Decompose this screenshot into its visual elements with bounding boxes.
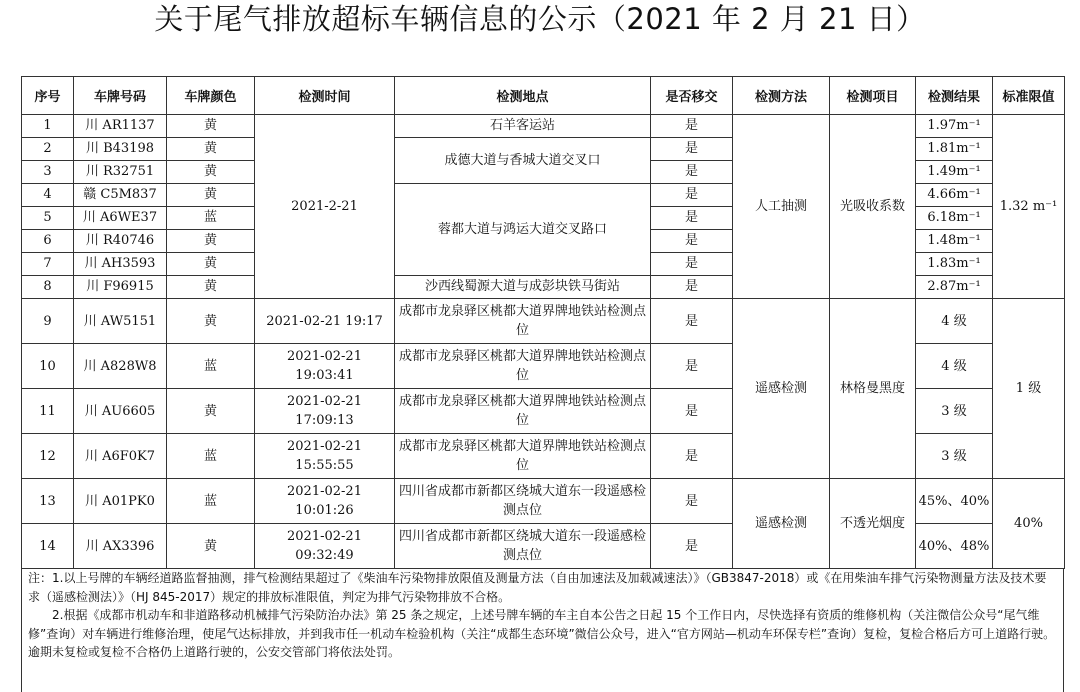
cell-time: 2021-02-21 09:32:49	[255, 524, 395, 569]
cell-result: 3 级	[916, 389, 993, 434]
cell-no: 12	[22, 434, 74, 479]
cell-plate: 川 AX3396	[74, 524, 167, 569]
table-row	[22, 115, 1065, 138]
cell-site: 四川省成都市新都区绕城大道东一段遥感检测点位	[395, 479, 651, 524]
cell-limit-group3: 40%	[993, 479, 1065, 569]
cell-no: 2	[22, 138, 74, 161]
cell-result: 1.48m⁻¹	[916, 230, 993, 253]
cell-method-group3: 遥感检测	[733, 479, 830, 569]
cell-moved: 是	[651, 299, 733, 344]
cell-time: 2021-02-21 19:03:41	[255, 344, 395, 389]
cell-site: 成都市龙泉驿区桃都大道界牌地铁站检测点位	[395, 299, 651, 344]
cell-result: 4.66m⁻¹	[916, 184, 993, 207]
cell-time-group1: 2021-2-21	[255, 115, 395, 299]
cell-site: 四川省成都市新都区绕城大道东一段遥感检测点位	[395, 524, 651, 569]
cell-moved: 是	[651, 138, 733, 161]
cell-time: 2021-02-21 19:17	[255, 299, 395, 344]
cell-result: 6.18m⁻¹	[916, 207, 993, 230]
cell-result: 45%、40%	[916, 479, 993, 524]
cell-color: 黄	[167, 230, 255, 253]
cell-no: 4	[22, 184, 74, 207]
cell-plate: 川 AR1137	[74, 115, 167, 138]
cell-site: 成都市龙泉驿区桃都大道界牌地铁站检测点位	[395, 434, 651, 479]
cell-moved: 是	[651, 276, 733, 299]
cell-color: 黄	[167, 524, 255, 569]
header-method: 检测方法	[733, 77, 830, 115]
cell-plate: 川 AW5151	[74, 299, 167, 344]
note-1: 注：1.以上号牌的车辆经道路监督抽测，排气检测结果超过了《柴油车污染物排放限值及测量方法（自由加速法及加载减速法）》（GB3847-2018）或《在用柴油车排气污染物测量方法及技术要求（遥感检测法）》（HJ 845-2017）规定的排放标准限值，判定为排气污染物排放不合格。	[28, 571, 1047, 604]
header-no: 序号	[22, 77, 74, 115]
cell-no: 3	[22, 161, 74, 184]
cell-no: 9	[22, 299, 74, 344]
cell-result: 4 级	[916, 344, 993, 389]
cell-result: 1.97m⁻¹	[916, 115, 993, 138]
cell-result: 2.87m⁻¹	[916, 276, 993, 299]
cell-plate: 川 R32751	[74, 161, 167, 184]
cell-plate: 川 AH3593	[74, 253, 167, 276]
cell-moved: 是	[651, 207, 733, 230]
cell-moved: 是	[651, 524, 733, 569]
header-time: 检测时间	[255, 77, 395, 115]
cell-site: 石羊客运站	[395, 115, 651, 138]
cell-site: 成都市龙泉驿区桃都大道界牌地铁站检测点位	[395, 389, 651, 434]
cell-item-group2: 林格曼黑度	[830, 299, 916, 479]
cell-site: 成都市龙泉驿区桃都大道界牌地铁站检测点位	[395, 344, 651, 389]
table-header-row	[22, 77, 1065, 115]
cell-item-group3: 不透光烟度	[830, 479, 916, 569]
cell-moved: 是	[651, 479, 733, 524]
cell-color: 蓝	[167, 479, 255, 524]
table-row	[22, 299, 1065, 344]
cell-moved: 是	[651, 434, 733, 479]
cell-plate: 川 B43198	[74, 138, 167, 161]
cell-color: 黄	[167, 276, 255, 299]
cell-site: 成德大道与香城大道交叉口	[395, 138, 651, 184]
cell-no: 14	[22, 524, 74, 569]
cell-moved: 是	[651, 344, 733, 389]
cell-time: 2021-02-21 15:55:55	[255, 434, 395, 479]
vehicle-table	[21, 76, 1065, 569]
header-plate: 车牌号码	[74, 77, 167, 115]
cell-color: 黄	[167, 115, 255, 138]
cell-result: 3 级	[916, 434, 993, 479]
cell-color: 黄	[167, 389, 255, 434]
cell-time: 2021-02-21 17:09:13	[255, 389, 395, 434]
cell-moved: 是	[651, 253, 733, 276]
cell-plate: 川 A828W8	[74, 344, 167, 389]
cell-plate: 赣 C5M837	[74, 184, 167, 207]
cell-moved: 是	[651, 115, 733, 138]
cell-plate: 川 F96915	[74, 276, 167, 299]
cell-site: 沙西线蜀源大道与成彭块铁马街站	[395, 276, 651, 299]
cell-plate: 川 R40746	[74, 230, 167, 253]
header-result: 检测结果	[916, 77, 993, 115]
cell-no: 6	[22, 230, 74, 253]
cell-no: 10	[22, 344, 74, 389]
cell-no: 13	[22, 479, 74, 524]
cell-time: 2021-02-21 10:01:26	[255, 479, 395, 524]
cell-plate: 川 A6WE37	[74, 207, 167, 230]
cell-result: 4 级	[916, 299, 993, 344]
cell-method-group2: 遥感检测	[733, 299, 830, 479]
page-title: 关于尾气排放超标车辆信息的公示（2021 年 2 月 21 日）	[154, 2, 926, 36]
cell-plate: 川 A6F0K7	[74, 434, 167, 479]
cell-no: 1	[22, 115, 74, 138]
header-moved: 是否移交	[651, 77, 733, 115]
cell-color: 蓝	[167, 434, 255, 479]
cell-color: 蓝	[167, 207, 255, 230]
cell-moved: 是	[651, 389, 733, 434]
cell-limit-group2: 1 级	[993, 299, 1065, 479]
cell-color: 黄	[167, 184, 255, 207]
cell-result: 1.83m⁻¹	[916, 253, 993, 276]
cell-plate: 川 A01PK0	[74, 479, 167, 524]
header-item: 检测项目	[830, 77, 916, 115]
cell-method-group1: 人工抽测	[733, 115, 830, 299]
notes-section	[21, 568, 1064, 692]
cell-color: 蓝	[167, 344, 255, 389]
cell-color: 黄	[167, 299, 255, 344]
cell-color: 黄	[167, 161, 255, 184]
note-2: 2.根据《成都市机动车和非道路移动机械排气污染防治办法》第 25 条之规定，上述号牌车辆的车主自本公告之日起 15 个工作日内，尽快选择有资质的维修机构（关注微信公众号“尾气维修”查询）对车辆进行维修治理，使尾气达标排放，并到我市任一机动车检验机构（关注“成都生态环境”微信公众号，进入“官方网站—机动车环保专栏”查询）复检，复检合格后方可上道路行驶。逾期未复检或复检不合格仍上道路行驶的，公安交管部门将依法处罚。	[28, 608, 1056, 660]
cell-moved: 是	[651, 230, 733, 253]
cell-moved: 是	[651, 161, 733, 184]
cell-no: 8	[22, 276, 74, 299]
cell-no: 7	[22, 253, 74, 276]
header-limit: 标准限值	[993, 77, 1065, 115]
cell-no: 5	[22, 207, 74, 230]
header-site: 检测地点	[395, 77, 651, 115]
cell-result: 40%、48%	[916, 524, 993, 569]
cell-site: 蓉都大道与鸿运大道交叉路口	[395, 184, 651, 276]
cell-result: 1.81m⁻¹	[916, 138, 993, 161]
cell-result: 1.49m⁻¹	[916, 161, 993, 184]
cell-item-group1: 光吸收系数	[830, 115, 916, 299]
table-row	[22, 479, 1065, 524]
cell-limit-group1: 1.32 m⁻¹	[993, 115, 1065, 299]
cell-moved: 是	[651, 184, 733, 207]
cell-color: 黄	[167, 138, 255, 161]
cell-color: 黄	[167, 253, 255, 276]
cell-no: 11	[22, 389, 74, 434]
header-color: 车牌颜色	[167, 77, 255, 115]
cell-plate: 川 AU6605	[74, 389, 167, 434]
